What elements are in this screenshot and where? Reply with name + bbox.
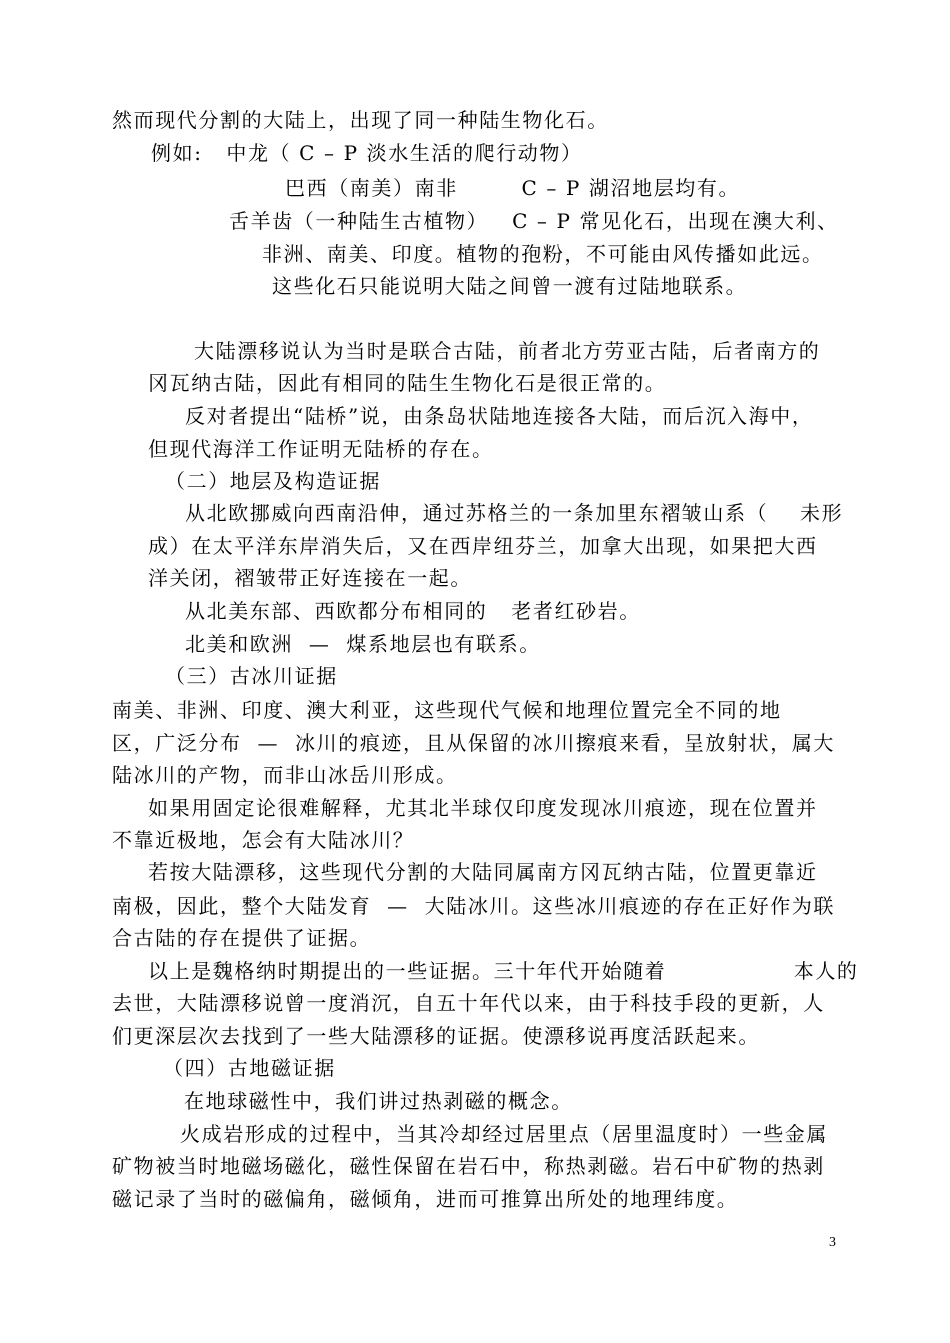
text-line: 在地球磁性中，我们讲过热剥磁的概念。	[184, 1089, 573, 1113]
text-line: 冈瓦纳古陆，因此有相同的陆生生物化石是很正常的。	[148, 371, 667, 395]
text-line: 这些化石只能说明大陆之间曾一渡有过陆地联系。	[272, 274, 748, 298]
text-line: 反对者提出“陆桥”说，由条岛状陆地连接各大陆，而后沉入海中，	[185, 404, 814, 428]
text-line: 不靠近极地，怎会有大陆冰川？	[112, 828, 415, 852]
text-line: 从北欧挪威向西南沿伸，通过苏格兰的一条加里东褶皱山系（ 未形	[185, 501, 844, 525]
text-line: 如果用固定论很难解释，尤其北半球仅印度发现冰川痕迹，现在位置并	[148, 796, 818, 820]
text-line: 非洲、南美、印度。植物的孢粉，不可能由风传播如此远。	[262, 242, 824, 266]
section-heading: （四）古地磁证据	[163, 1056, 336, 1080]
text-line: 例如: 中龙（ C – P 淡水生活的爬行动物）	[151, 141, 583, 165]
text-line: 以上是魏格纳时期提出的一些证据。三十年代开始随着 本人的	[148, 959, 859, 983]
text-line: 矿物被当时地磁场磁化，磁性保留在岩石中，称热剥磁。岩石中矿物的热剥	[112, 1154, 825, 1178]
text-line: 舌羊齿（一种陆生古植物） C – P 常见化石，出现在澳大利、	[229, 209, 839, 233]
text-line: 们更深层次去找到了一些大陆漂移的证据。使漂移说再度活跃起来。	[112, 1024, 760, 1048]
text-line: 北美和欧洲 — 煤系地层也有联系。	[185, 632, 541, 656]
text-line: 南极，因此，整个大陆发育 — 大陆冰川。这些冰川痕迹的存在正好作为联	[112, 894, 836, 918]
section-heading: （二）地层及构造证据	[165, 469, 381, 493]
text-line: 陆冰川的产物，而非山冰岳川形成。	[112, 763, 458, 787]
text-line: 去世，大陆漂移说曾一度消沉，自五十年代以来，由于科技手段的更新，人	[112, 991, 825, 1015]
text-line: 南美、非洲、印度、澳大利亚，这些现代气候和地理位置完全不同的地	[112, 698, 782, 722]
page-number: 3	[829, 1235, 836, 1250]
text-line: 从北美东部、西欧都分布相同的 老者红砂岩。	[185, 599, 641, 623]
text-line: 磁记录了当时的磁偏角，磁倾角，进而可推算出所处的地理纬度。	[112, 1187, 739, 1211]
text-line: 合古陆的存在提供了证据。	[112, 926, 372, 950]
text-line: 大陆漂移说认为当时是联合古陆，前者北方劳亚古陆，后者南方的	[194, 339, 821, 363]
text-line: 但现代海洋工作证明无陆桥的存在。	[148, 437, 494, 461]
text-line: 火成岩形成的过程中，当其冷却经过居里点（居里温度时）一些金属	[180, 1122, 828, 1146]
text-line: 巴西（南美）南非 C – P 湖沼地层均有。	[285, 176, 741, 200]
section-heading: （三）古冰川证据	[165, 664, 338, 688]
text-line: 成）在太平洋东岸消失后，又在西岸纽芬兰，加拿大出现，如果把大西	[148, 534, 818, 558]
text-line: 洋关闭，褶皱带正好连接在一起。	[148, 566, 472, 590]
text-line: 若按大陆漂移，这些现代分割的大陆同属南方冈瓦纳古陆，位置更靠近	[148, 860, 818, 884]
text-line: 区，广泛分布 — 冰川的痕迹，且从保留的冰川擦痕来看，呈放射状，属大	[112, 731, 836, 755]
text-line: 然而现代分割的大陆上，出现了同一种陆生物化石。	[112, 108, 609, 132]
